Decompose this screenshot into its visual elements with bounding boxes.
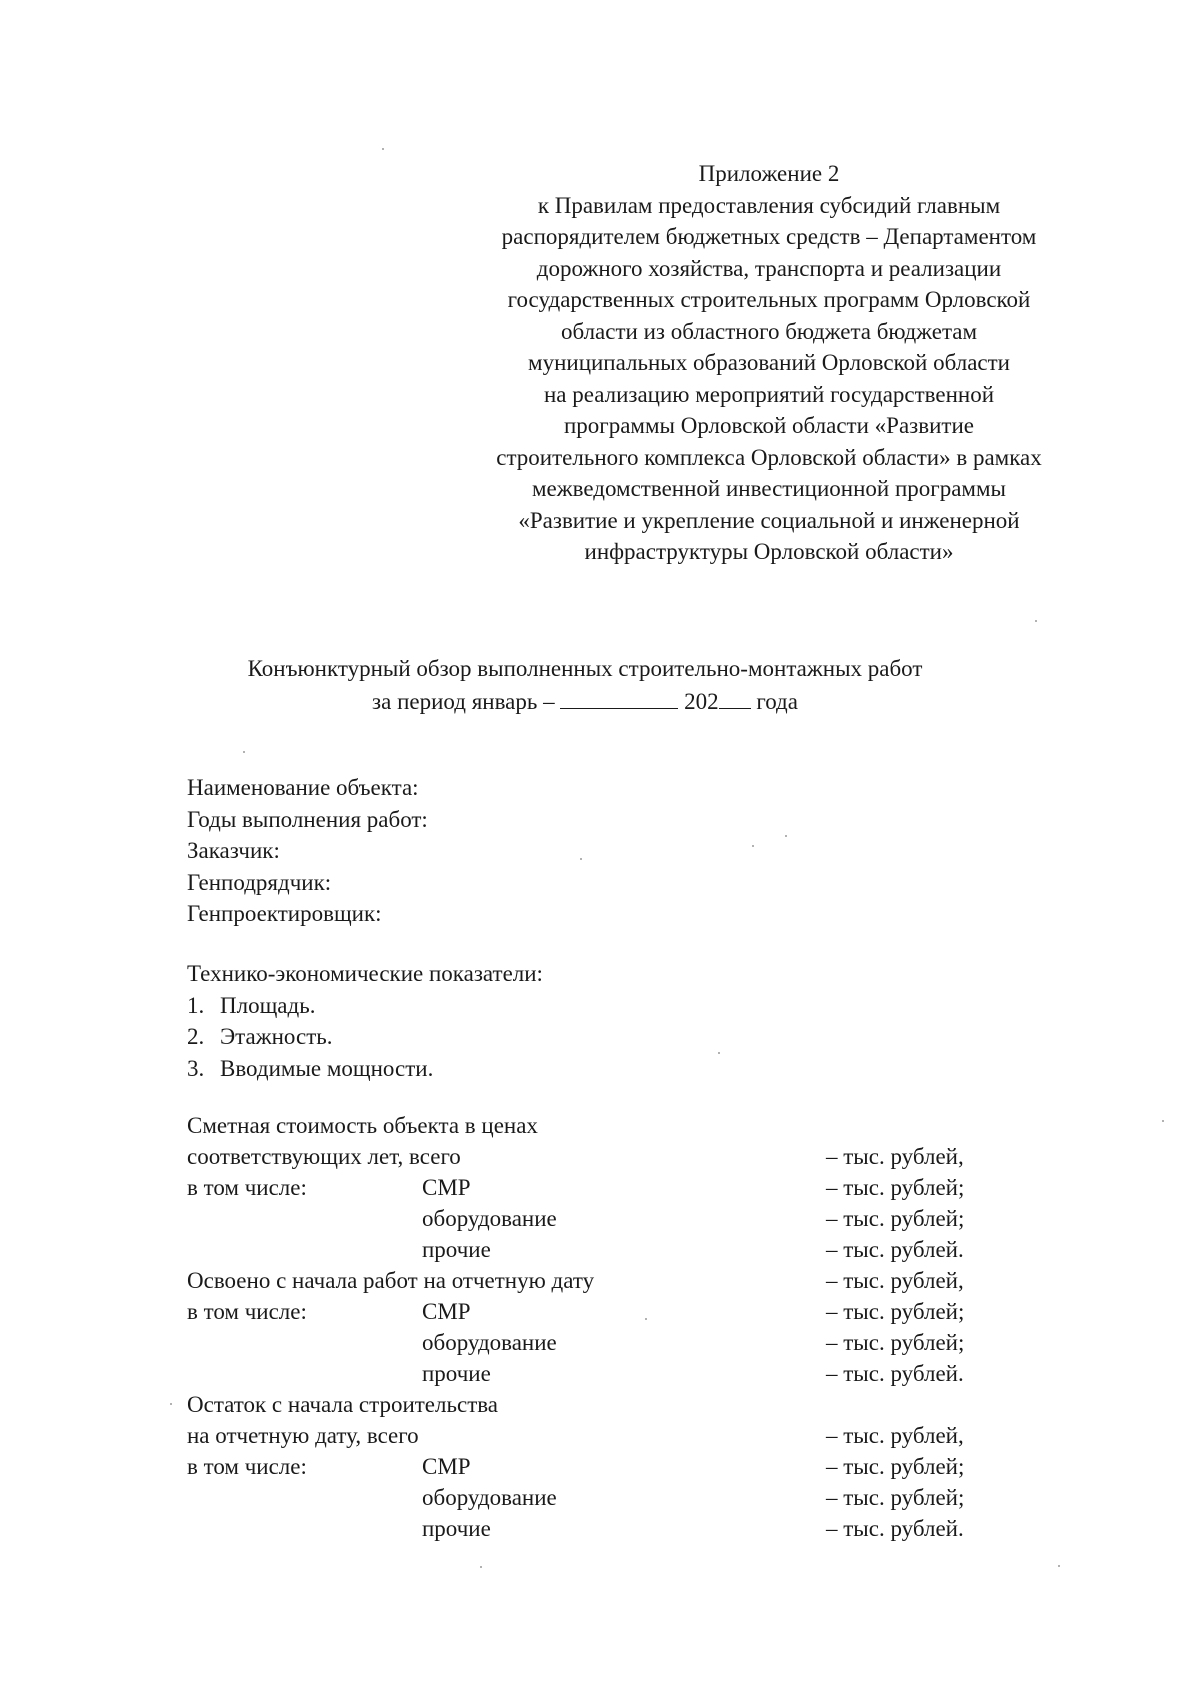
title-year-prefix: 202 [684, 689, 719, 714]
cost-label: в том числе: [187, 1454, 307, 1479]
scan-speck [580, 858, 582, 860]
list-item-text: Площадь. [220, 992, 316, 1018]
object-name-label: Наименование объекта: [187, 775, 419, 800]
year-blank [719, 686, 751, 709]
table-row [187, 1451, 1007, 1482]
cost-table [187, 1110, 1007, 1544]
cost-unit: – тыс. рублей; [826, 1330, 965, 1355]
technical-indicators [187, 958, 543, 1084]
appendix-line: области из областного бюджета бюджетам [560, 318, 978, 344]
list-item-number: 2. [187, 1024, 205, 1049]
appendix-line: строительного комплекса Орловской области» в рамках [496, 444, 1042, 470]
list-item [187, 990, 543, 1022]
title-line-1: Конъюнктурный обзор выполненных строительно-монтажных работ [247, 656, 923, 681]
table-row [187, 1389, 1007, 1420]
table-row [187, 1482, 1007, 1513]
table-row [187, 1296, 1007, 1327]
scan-speck [480, 1566, 482, 1568]
object-info [187, 772, 428, 930]
table-row [187, 1358, 1007, 1389]
cost-unit: – тыс. рублей. [826, 1516, 964, 1541]
month-blank [560, 686, 678, 709]
cost-sublabel: прочие [422, 1361, 491, 1386]
cost-sublabel: прочие [422, 1516, 491, 1541]
scan-speck [382, 148, 384, 150]
scan-speck [645, 1318, 647, 1320]
list-item-text: Этажность. [220, 1024, 333, 1049]
table-row [187, 1265, 1007, 1296]
cost-sublabel: прочие [422, 1237, 491, 1262]
cost-unit: – тыс. рублей; [826, 1485, 965, 1510]
scan-speck [243, 751, 245, 753]
cost-label: Сметная стоимость объекта в ценах [187, 1113, 538, 1138]
appendix-line: государственных строительных программ Орловской [507, 287, 1031, 312]
cost-sublabel: СМР [422, 1175, 471, 1200]
cost-sublabel: СМР [422, 1299, 471, 1324]
appendix-line: межведомственной инвестиционной программы [532, 476, 1006, 501]
table-row [187, 1327, 1007, 1358]
cost-unit: – тыс. рублей. [826, 1361, 964, 1386]
cost-unit: – тыс. рублей, [826, 1423, 964, 1448]
cost-unit: – тыс. рублей; [826, 1299, 965, 1324]
scan-speck [718, 1052, 720, 1054]
list-item-text: Вводимые мощности. [220, 1055, 434, 1081]
appendix-line: программы Орловской области «Развитие [563, 413, 974, 438]
title-line-2 [160, 685, 1010, 718]
appendix-line: «Развитие и укрепление социальной и инженерной [518, 507, 1020, 533]
cost-unit: – тыс. рублей; [826, 1454, 965, 1479]
appendix-header [455, 158, 1083, 568]
cost-sublabel: оборудование [422, 1485, 557, 1510]
list-item-number: 1. [187, 992, 205, 1018]
table-row [187, 1513, 1007, 1544]
scan-speck [170, 1403, 172, 1405]
table-row [187, 1234, 1007, 1265]
table-row [187, 1110, 1007, 1141]
title-period-suffix: года [756, 689, 798, 714]
document-title [160, 652, 1010, 718]
scan-speck [1035, 620, 1037, 622]
cost-label: в том числе: [187, 1299, 307, 1324]
table-row [187, 1203, 1007, 1234]
general-contractor-label: Генподрядчик: [187, 869, 332, 895]
list-item [187, 1053, 543, 1085]
scan-speck [785, 835, 787, 837]
cost-unit: – тыс. рублей, [826, 1268, 964, 1293]
appendix-line: инфраструктуры Орловской области» [584, 539, 954, 564]
table-row [187, 1420, 1007, 1451]
appendix-line: муниципальных образований Орловской области [528, 350, 1010, 375]
cost-label: Остаток с начала строительства [187, 1392, 499, 1417]
table-row [187, 1172, 1007, 1203]
cost-unit: – тыс. рублей; [826, 1206, 965, 1231]
appendix-line: Приложение 2 [698, 161, 840, 186]
title-period-prefix: за период январь – [372, 689, 555, 714]
scan-speck [1162, 1120, 1164, 1122]
cost-sublabel: оборудование [422, 1206, 557, 1231]
appendix-line: дорожного хозяйства, транспорта и реализации [536, 255, 1002, 281]
cost-unit: – тыс. рублей; [826, 1175, 965, 1200]
cost-unit: – тыс. рублей, [826, 1144, 964, 1169]
customer-label: Заказчик: [187, 838, 280, 863]
scan-speck [752, 845, 754, 847]
cost-label: на отчетную дату, всего [187, 1423, 419, 1448]
list-item [187, 1021, 543, 1053]
cost-sublabel: СМР [422, 1454, 471, 1479]
table-row [187, 1141, 1007, 1172]
scan-speck [1058, 1565, 1060, 1567]
cost-label: Освоено с начала работ на отчетную дату [187, 1268, 595, 1293]
appendix-line: распорядителем бюджетных средств – Департаментом [501, 224, 1037, 249]
technical-indicators-heading: Технико-экономические показатели: [187, 961, 543, 986]
cost-sublabel: оборудование [422, 1330, 557, 1355]
list-item-number: 3. [187, 1055, 205, 1081]
cost-label: в том числе: [187, 1175, 307, 1200]
cost-label: соответствующих лет, всего [187, 1144, 461, 1169]
cost-unit: – тыс. рублей. [826, 1237, 964, 1262]
appendix-line: на реализацию мероприятий государственной [543, 381, 995, 407]
work-years-label: Годы выполнения работ: [187, 806, 428, 832]
appendix-line: к Правилам предоставления субсидий главным [537, 192, 1001, 218]
general-designer-label: Генпроектировщик: [187, 901, 382, 926]
